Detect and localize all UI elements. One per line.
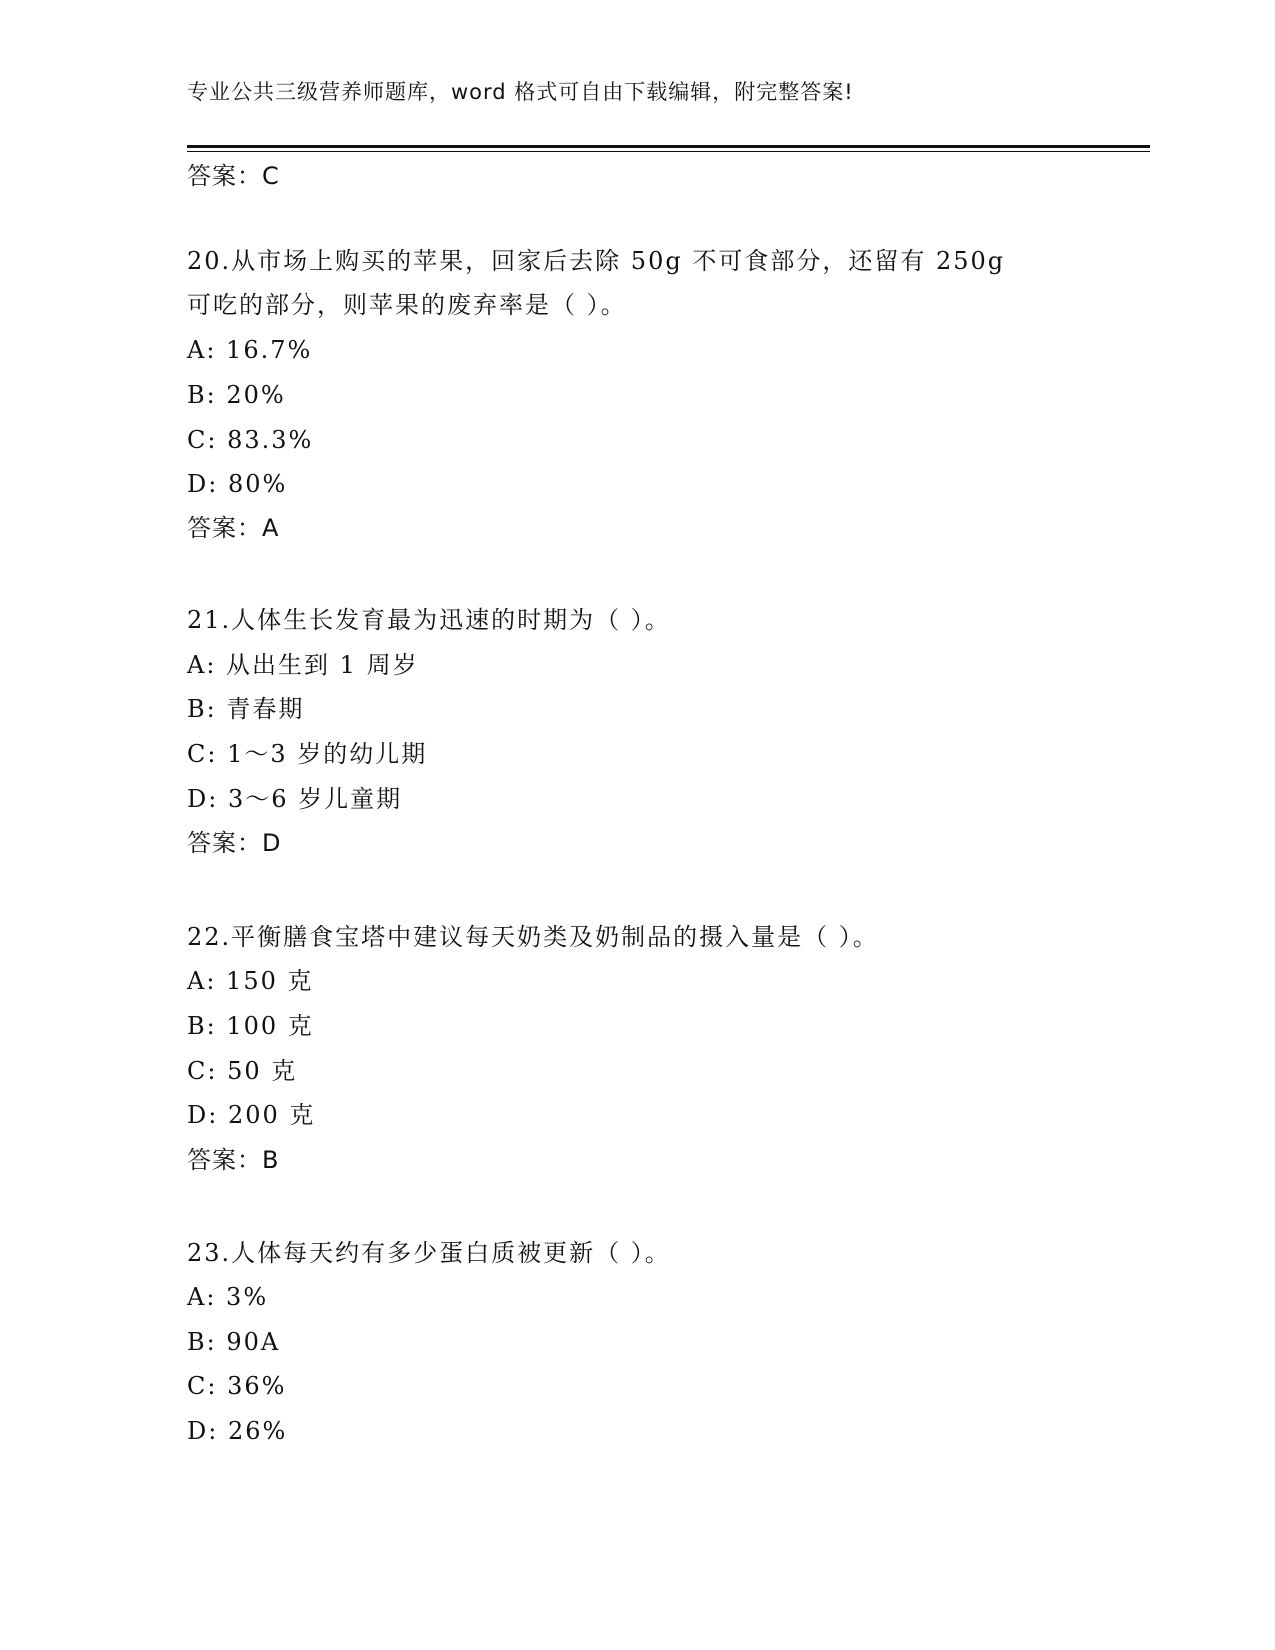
question-21-option-c: C: 1～3 岁的幼儿期 [187,740,428,768]
header-rule-thick [187,145,1150,148]
question-23-option-a: A: 3% [187,1283,269,1311]
question-22-answer: 答案：B [187,1146,280,1174]
question-20-option-b: B: 20% [187,381,286,409]
question-23-option-b: B: 90A [187,1328,281,1356]
question-21-option-b: B: 青春期 [187,695,305,723]
question-20-answer: 答案：A [187,514,280,542]
question-22-option-a: A: 150 克 [187,967,314,995]
question-22-option-b: B: 100 克 [187,1012,314,1040]
question-21-answer: 答案：D [187,829,282,857]
question-20-option-a: A: 16.7% [187,336,313,364]
question-21-stem-line-1: 21.人体生长发育最为迅速的时期为（ ）。 [187,606,671,634]
page-header: 专业公共三级营养师题库，word 格式可自由下载编辑，附完整答案! [187,80,854,104]
question-21-option-a: A: 从出生到 1 周岁 [187,651,419,679]
question-23-option-c: C: 36% [187,1372,287,1400]
question-20-stem-line-2: 可吃的部分，则苹果的废弃率是（ ）。 [187,291,627,319]
question-20-option-c: C: 83.3% [187,426,314,454]
question-23-stem-line-1: 23.人体每天约有多少蛋白质被更新（ ）。 [187,1239,671,1267]
question-22-option-c: C: 50 克 [187,1057,298,1085]
question-20-stem-line-1: 20.从市场上购买的苹果，回家后去除 50g 不可食部分，还留有 250g [187,247,1006,275]
question-20-option-d: D: 80% [187,470,288,498]
question-23-option-d: D: 26% [187,1417,288,1445]
question-22-stem-line-1: 22.平衡膳食宝塔中建议每天奶类及奶制品的摄入量是（ ）。 [187,923,879,951]
question-22-option-d: D: 200 克 [187,1101,316,1129]
header-rule-thin [187,151,1150,152]
answer-prev: 答案：C [187,162,280,190]
question-21-option-d: D: 3～6 岁儿童期 [187,785,403,813]
